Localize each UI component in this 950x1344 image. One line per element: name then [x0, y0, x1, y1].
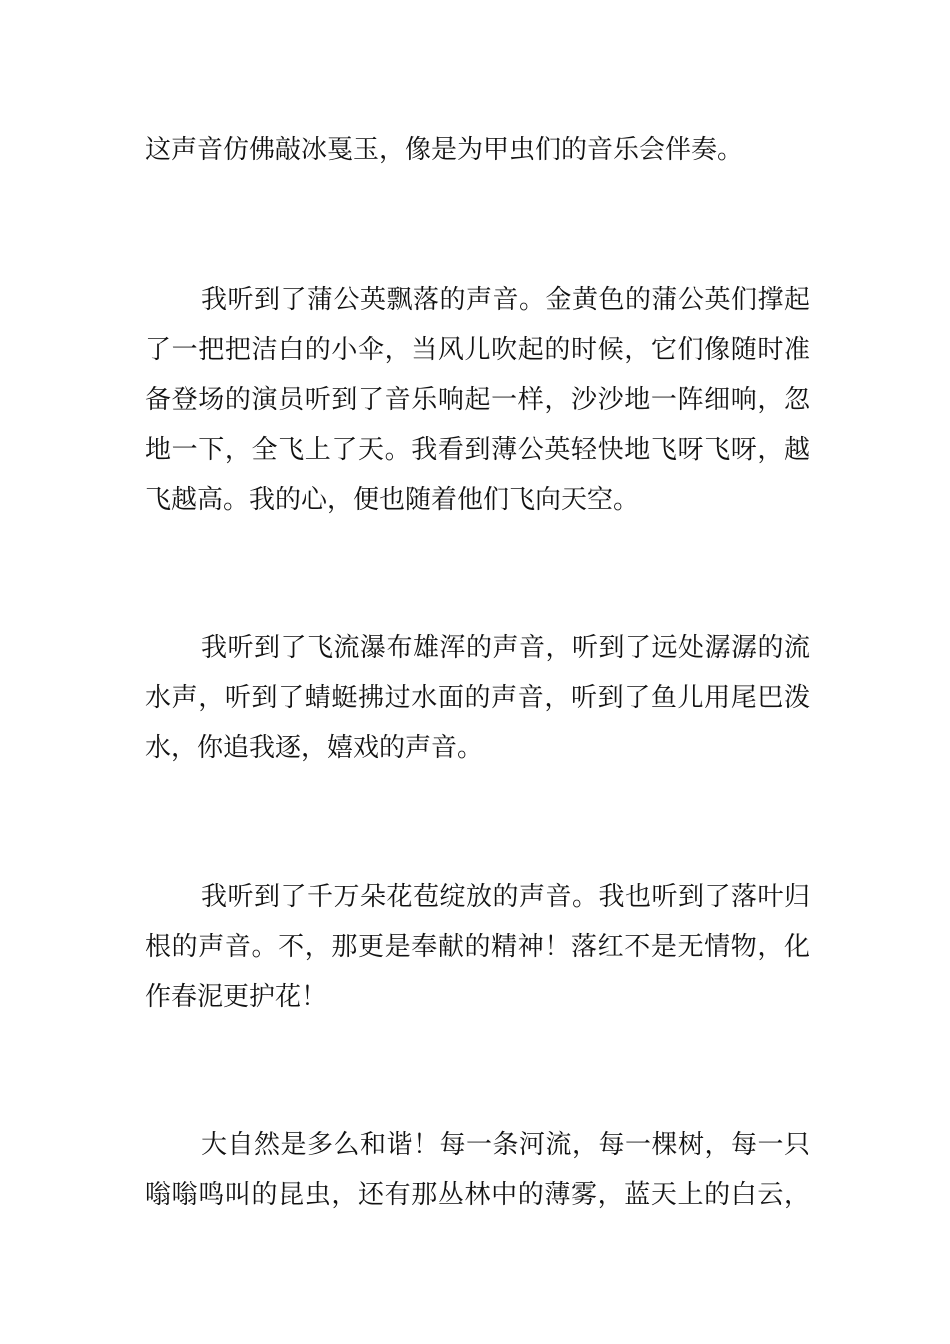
text-line: 作春泥更护花！: [145, 982, 328, 1012]
text-line: 大自然是多么和谐！每一条河流，每一棵树，每一只: [201, 1130, 810, 1160]
text-line: 飞越高。我的心，便也随着他们飞向天空。: [145, 485, 640, 515]
text-line: 水，你追我逐，嬉戏的声音。: [145, 733, 484, 763]
text-line: 根的声音。不，那更是奉献的精神！落红不是无情物，化: [145, 932, 810, 962]
text-line: 这声音仿佛敲冰戛玉，像是为甲虫们的音乐会伴奏。: [145, 135, 744, 165]
text-line: 嗡嗡鸣叫的昆虫，还有那丛林中的薄雾，蓝天上的白云，: [145, 1180, 810, 1210]
text-line: 我听到了千万朵花苞绽放的声音。我也听到了落叶归: [201, 882, 810, 912]
text-line: 地一下，全飞上了天。我看到薄公英轻快地飞呀飞呀，越: [145, 435, 810, 465]
text-line: 我听到了飞流瀑布雄浑的声音，听到了远处潺潺的流: [201, 633, 810, 663]
text-line: 备登场的演员听到了音乐响起一样，沙沙地一阵细响，忽: [145, 385, 810, 415]
text-line: 我听到了蒲公英飘落的声音。金黄色的蒲公英们撑起: [201, 285, 810, 315]
text-line: 了一把把洁白的小伞，当风儿吹起的时候，它们像随时准: [145, 335, 810, 365]
text-line: 水声，听到了蜻蜓拂过水面的声音，听到了鱼儿用尾巴泼: [145, 683, 810, 713]
